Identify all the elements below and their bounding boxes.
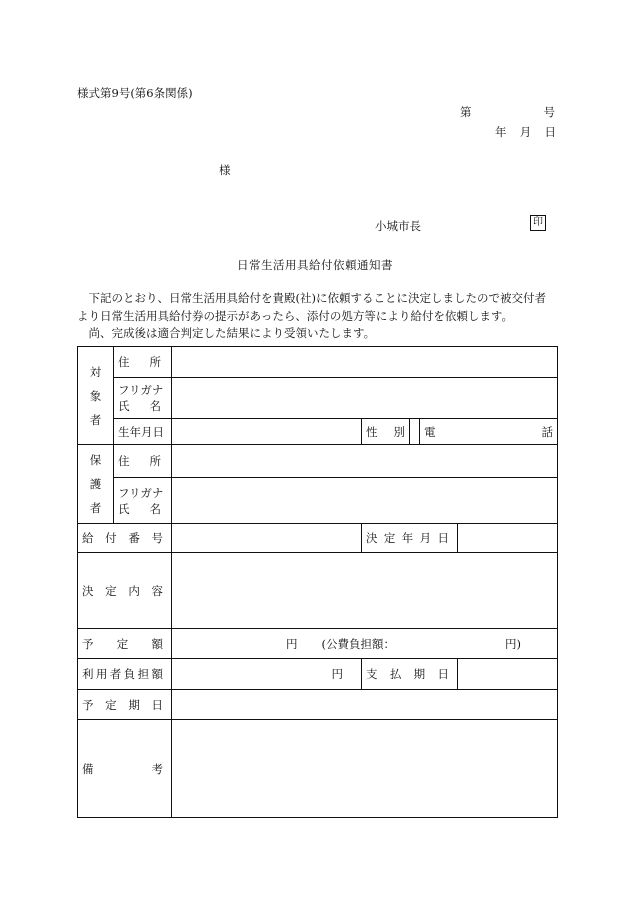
seal-mark: 印 — [530, 215, 546, 231]
decision-date-field[interactable] — [458, 524, 558, 553]
benefit-number-label: 給 付 番 号 — [78, 524, 172, 553]
subject-address-row — [78, 347, 558, 378]
request-form-table — [77, 346, 558, 818]
date-year: 年 — [495, 125, 507, 139]
decision-content-field[interactable] — [172, 553, 558, 629]
form-number: 様式第9号(第6条関係) — [77, 86, 193, 100]
guardian-address-label: 住 所 — [114, 445, 172, 478]
yen-unit: 円 — [286, 636, 298, 651]
document-title: 日常生活用具給付依頼通知書 — [237, 258, 393, 272]
gender-label: 性 別 — [362, 419, 410, 445]
decision-date-label: 決 定 年 月 日 — [362, 524, 458, 553]
yen-close-unit: 円) — [505, 636, 521, 651]
guardian-name-field[interactable] — [172, 478, 558, 524]
number-suffix: 号 — [543, 105, 555, 119]
planned-amount-field[interactable] — [172, 629, 558, 659]
guardian-label: 保 護 者 — [78, 445, 114, 524]
user-burden-field[interactable] — [172, 659, 362, 690]
guardian-address-field[interactable] — [172, 445, 558, 478]
benefit-number-row — [78, 524, 558, 553]
payment-date-label: 支 払 期 日 — [362, 659, 458, 690]
payment-date-field[interactable] — [458, 659, 558, 690]
gender-field[interactable] — [410, 419, 420, 445]
body-paragraph-1: 下記のとおり、日常生活用具給付を貴殿(社)に依頼することに決定しましたので被交付者より日常生活用具給付券の提示があったら、添付の処方等により給付を依頼します。 — [77, 291, 546, 323]
date-month: 月 — [519, 125, 532, 139]
subject-address-label: 住 所 — [114, 347, 172, 378]
subject-label: 対 象 者 — [78, 347, 114, 445]
public-burden-label: (公費負担額： — [321, 636, 395, 651]
benefit-number-field[interactable] — [172, 524, 362, 553]
planned-period-label: 予 定 期 日 — [78, 690, 172, 720]
body-text — [77, 290, 557, 343]
planned-period-field[interactable] — [172, 690, 558, 720]
user-burden-label: 利 用 者 負 担 額 — [78, 659, 172, 690]
planned-amount-label: 予 定 額 — [78, 629, 172, 659]
guardian-address-row — [78, 445, 558, 478]
phone-label: 電 話 — [420, 419, 558, 445]
birthdate-field[interactable] — [172, 419, 362, 445]
issue-date-line — [495, 124, 556, 140]
remarks-label: 備 考 — [78, 720, 172, 818]
number-prefix: 第 — [460, 105, 472, 119]
planned-amount-row — [78, 629, 558, 659]
addressee-honorific: 様 — [219, 163, 231, 177]
birthdate-label: 生年月日 — [114, 419, 172, 445]
subject-name-row — [78, 378, 558, 419]
subject-details-row — [78, 419, 558, 445]
decision-content-row — [78, 553, 558, 629]
user-burden-row — [78, 659, 558, 690]
planned-period-row — [78, 690, 558, 720]
decision-content-label: 決 定 内 容 — [78, 553, 172, 629]
body-paragraph-2: 尚、完成後は適合判定した結果により受領いたします。 — [88, 326, 376, 340]
document-number-line — [460, 104, 555, 120]
guardian-name-row — [78, 478, 558, 524]
subject-address-field[interactable] — [172, 347, 558, 378]
subject-name-field[interactable] — [172, 378, 558, 419]
yen-unit: 円 — [331, 667, 343, 681]
subject-name-label: フリガナ 氏 名 — [114, 378, 172, 419]
date-day: 日 — [544, 125, 556, 139]
remarks-field[interactable] — [172, 720, 558, 818]
guardian-name-label: フリガナ 氏 名 — [114, 478, 172, 524]
remarks-row — [78, 720, 558, 818]
mayor-title: 小城市長 — [375, 219, 421, 233]
